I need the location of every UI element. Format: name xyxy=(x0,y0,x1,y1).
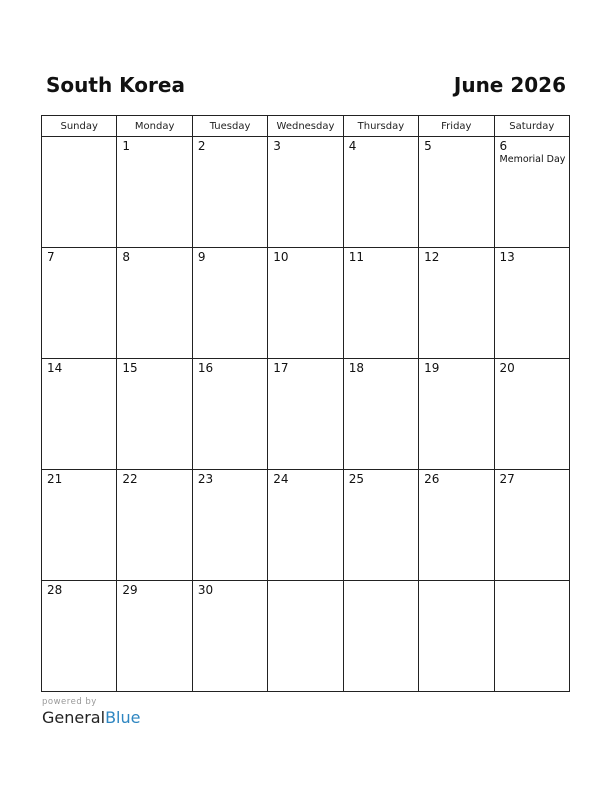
week-row xyxy=(42,248,570,359)
day-number: 17 xyxy=(273,361,289,375)
day-number: 1 xyxy=(122,139,131,153)
day-number xyxy=(495,581,569,583)
day-number: 13 xyxy=(499,250,515,264)
day-cell xyxy=(494,470,569,581)
weekday-header-row xyxy=(42,116,570,137)
day-cell xyxy=(117,248,192,359)
footer-branding xyxy=(42,697,140,728)
day-number: 12 xyxy=(424,250,440,264)
day-cell xyxy=(494,581,569,692)
weekday-tuesday: Tuesday xyxy=(192,116,267,137)
day-number xyxy=(42,137,116,139)
day-cell xyxy=(343,470,418,581)
calendar-body xyxy=(42,137,570,692)
week-row xyxy=(42,470,570,581)
day-cell xyxy=(192,248,267,359)
day-cell xyxy=(117,581,192,692)
day-cell xyxy=(494,137,569,248)
day-cell xyxy=(42,137,117,248)
day-cell xyxy=(419,137,494,248)
day-cell xyxy=(117,359,192,470)
day-number: 30 xyxy=(197,583,214,597)
day-number: 19 xyxy=(424,361,440,375)
day-number: 15 xyxy=(122,361,138,375)
day-number: 22 xyxy=(122,472,138,486)
weekday-sunday: Sunday xyxy=(42,116,117,137)
day-cell xyxy=(42,248,117,359)
day-number: 5 xyxy=(424,139,432,153)
day-cell xyxy=(42,581,117,692)
day-number: 7 xyxy=(47,250,55,264)
day-cell xyxy=(192,359,267,470)
day-number xyxy=(419,581,493,583)
day-cell xyxy=(343,137,418,248)
day-number: 10 xyxy=(273,250,289,264)
day-number xyxy=(268,581,342,583)
day-number: 4 xyxy=(348,139,357,153)
day-cell xyxy=(268,359,343,470)
day-number: 16 xyxy=(197,361,214,375)
weekday-monday: Monday xyxy=(117,116,192,137)
brand-blue-text: Blue xyxy=(105,708,141,727)
day-number: 6 xyxy=(499,139,508,153)
weekday-friday: Friday xyxy=(419,116,494,137)
day-number: 23 xyxy=(197,472,214,486)
day-cell xyxy=(192,137,267,248)
day-cell xyxy=(343,248,418,359)
month-year-title: June 2026 xyxy=(453,73,566,97)
day-number: 8 xyxy=(122,250,131,264)
day-number: 14 xyxy=(47,361,63,375)
day-cell xyxy=(268,581,343,692)
day-cell xyxy=(268,470,343,581)
day-number: 29 xyxy=(122,583,138,597)
day-number: 2 xyxy=(197,139,206,153)
day-cell xyxy=(42,470,117,581)
week-row xyxy=(42,581,570,692)
week-row xyxy=(42,137,570,248)
day-cell xyxy=(268,137,343,248)
day-cell xyxy=(419,359,494,470)
day-number: 27 xyxy=(499,472,515,486)
day-cell xyxy=(494,248,569,359)
country-title: South Korea xyxy=(46,73,185,97)
powered-by-text: powered by xyxy=(42,697,97,707)
day-cell xyxy=(117,470,192,581)
day-cell xyxy=(343,359,418,470)
day-cell xyxy=(42,359,117,470)
day-number: 24 xyxy=(273,472,289,486)
day-number: 21 xyxy=(47,472,63,486)
day-cell xyxy=(419,470,494,581)
day-number: 9 xyxy=(197,250,206,264)
day-number: 20 xyxy=(499,361,515,375)
day-cell xyxy=(268,248,343,359)
day-cell xyxy=(192,470,267,581)
day-number xyxy=(344,581,418,583)
day-cell xyxy=(343,581,418,692)
generalblue-logo xyxy=(42,708,140,728)
brand-general-text: General xyxy=(42,708,106,727)
day-number: 26 xyxy=(424,472,440,486)
day-cell xyxy=(419,248,494,359)
day-number: 18 xyxy=(348,361,364,375)
calendar-header xyxy=(46,71,566,99)
calendar-grid xyxy=(41,115,570,692)
day-cell xyxy=(117,137,192,248)
day-cell xyxy=(419,581,494,692)
weekday-saturday: Saturday xyxy=(494,116,569,137)
day-number: 25 xyxy=(348,472,364,486)
day-cell xyxy=(494,359,569,470)
day-number: 3 xyxy=(273,139,281,153)
weekday-thursday: Thursday xyxy=(343,116,418,137)
day-cell xyxy=(192,581,267,692)
weekday-wednesday: Wednesday xyxy=(268,116,343,137)
day-number: 11 xyxy=(348,250,364,264)
day-number: 28 xyxy=(47,583,63,597)
week-row xyxy=(42,359,570,470)
holiday-label: Memorial Day xyxy=(499,154,566,165)
